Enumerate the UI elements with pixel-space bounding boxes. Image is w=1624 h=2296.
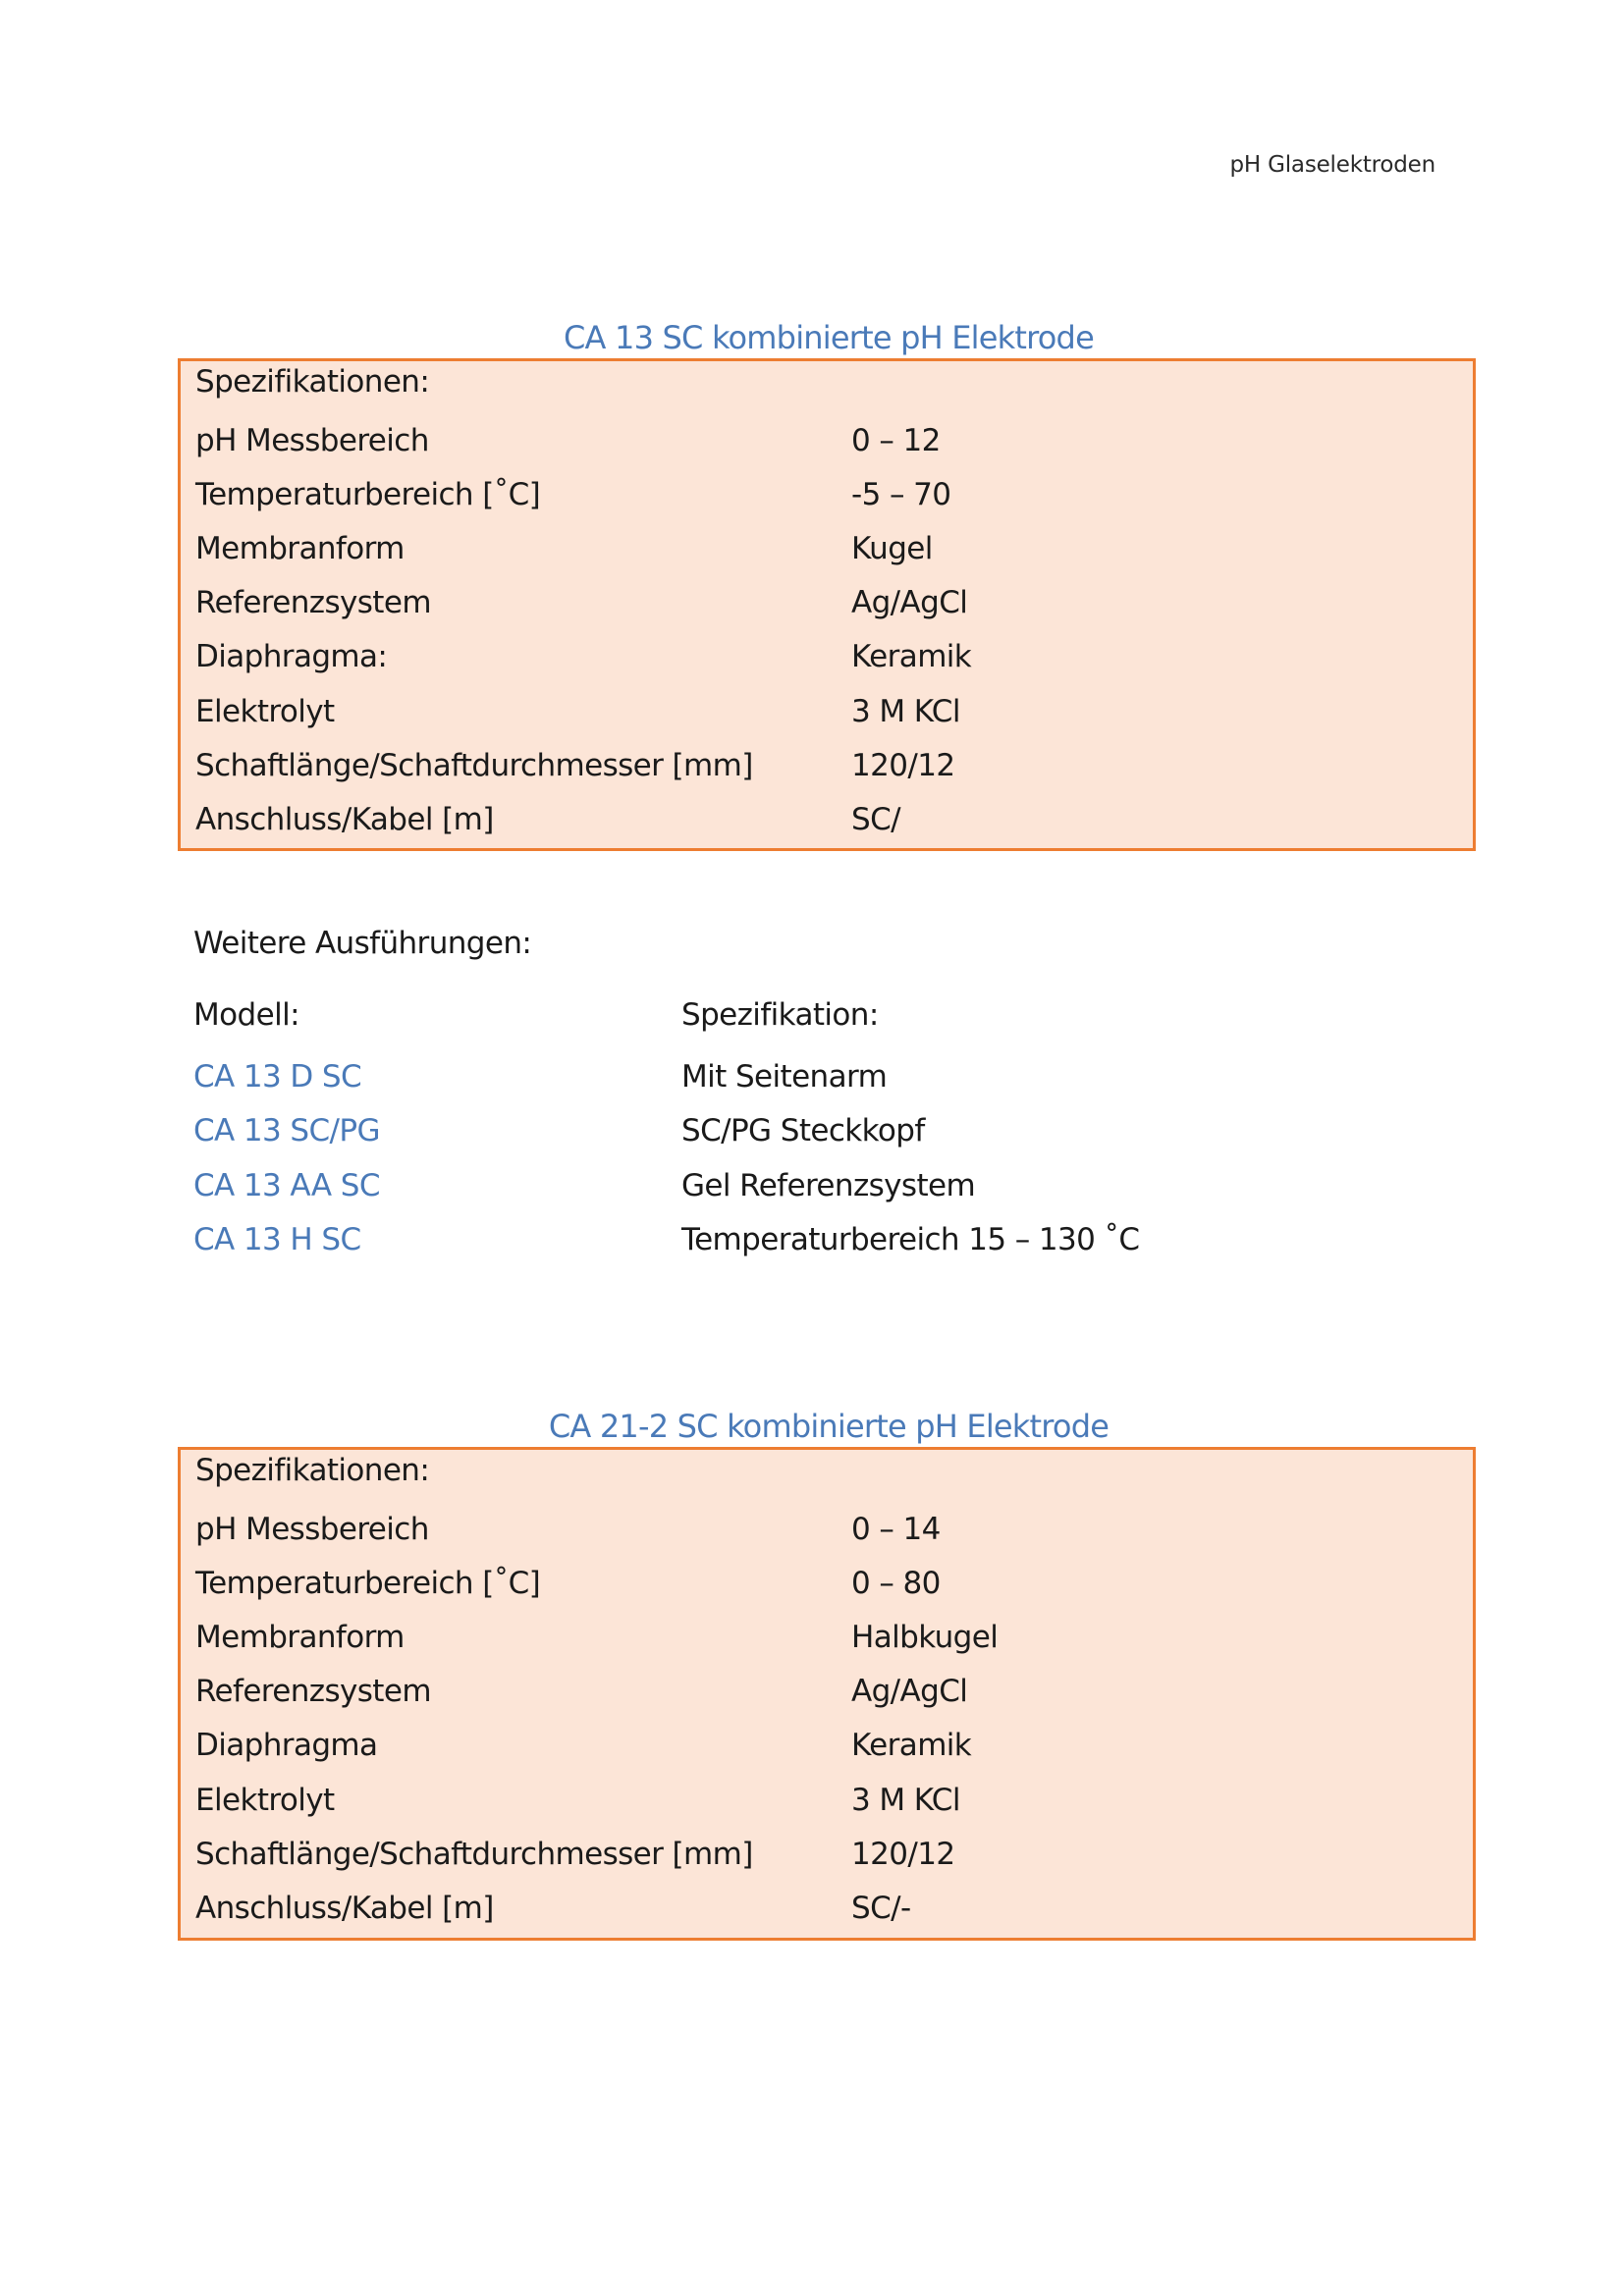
spec-value: 0 – 12 [851,423,941,458]
spec-row [195,477,1473,531]
spec-row [195,1783,1473,1837]
spec-row [195,1566,1473,1620]
spec-label: Anschluss/Kabel [m] [195,802,494,837]
spec-value: 0 – 14 [851,1512,941,1547]
variant-spec: Mit Seitenarm [681,1059,888,1095]
spec-heading: Spezifikationen: [195,364,430,400]
variant-model: CA 13 D SC [193,1059,362,1095]
variants-col-spec: Spezifikation: [681,997,879,1033]
spec-row [195,1891,1473,1945]
variants-heading: Weitere Ausführungen: [193,926,532,961]
spec-label: Diaphragma: [195,639,388,674]
spec-row [195,1512,1473,1566]
spec-row [195,639,1473,693]
running-header: pH Glaselektroden [1229,152,1435,178]
spec-label: pH Messbereich [195,423,429,458]
spec-value: SC/- [851,1891,911,1926]
spec-label: Elektrolyt [195,1783,335,1818]
spec-row [195,748,1473,802]
spec-value: Ag/AgCl [851,1674,968,1709]
spec-label: Membranform [195,531,405,566]
spec-label: Elektrolyt [195,694,335,729]
spec-box-ca21-2sc [178,1447,1476,1941]
spec-value: 120/12 [851,748,955,783]
spec-label: Schaftlänge/Schaftdurchmesser [mm] [195,748,753,783]
spec-value: 3 M KCl [851,1783,960,1818]
spec-value: Kugel [851,531,933,566]
spec-row [195,1728,1473,1782]
spec-value: 0 – 80 [851,1566,941,1601]
spec-value: Ag/AgCl [851,585,968,620]
spec-value: -5 – 70 [851,477,951,512]
spec-row [195,1620,1473,1674]
spec-value: 3 M KCl [851,694,960,729]
spec-row [195,694,1473,748]
spec-value: Keramik [851,639,972,674]
spec-row [195,1674,1473,1728]
spec-row [195,531,1473,585]
spec-heading: Spezifikationen: [195,1453,430,1488]
variant-model: CA 13 AA SC [193,1168,380,1203]
variant-spec: SC/PG Steckkopf [681,1113,925,1148]
spec-label: Diaphragma [195,1728,378,1763]
spec-label: pH Messbereich [195,1512,429,1547]
section-title-ca13sc: CA 13 SC kombinierte pH Elektrode [564,319,1094,356]
spec-row [195,585,1473,639]
spec-value: Halbkugel [851,1620,999,1655]
variant-model: CA 13 H SC [193,1222,361,1257]
spec-label: Referenzsystem [195,1674,431,1709]
section-title-ca21-2sc: CA 21-2 SC kombinierte pH Elektrode [548,1408,1110,1445]
spec-value: SC/ [851,802,900,837]
variant-spec: Gel Referenzsystem [681,1168,976,1203]
spec-label: Temperaturbereich [˚C] [195,477,541,512]
variants-col-model: Modell: [193,997,299,1033]
spec-label: Referenzsystem [195,585,431,620]
spec-row [195,423,1473,477]
spec-box-ca13sc [178,358,1476,851]
spec-label: Membranform [195,1620,405,1655]
variant-model: CA 13 SC/PG [193,1113,380,1148]
spec-label: Schaftlänge/Schaftdurchmesser [mm] [195,1837,753,1872]
spec-value: Keramik [851,1728,972,1763]
spec-value: 120/12 [851,1837,955,1872]
spec-label: Temperaturbereich [˚C] [195,1566,541,1601]
spec-row [195,802,1473,856]
spec-row [195,1837,1473,1891]
spec-label: Anschluss/Kabel [m] [195,1891,494,1926]
variant-spec: Temperaturbereich 15 – 130 ˚C [681,1222,1140,1257]
